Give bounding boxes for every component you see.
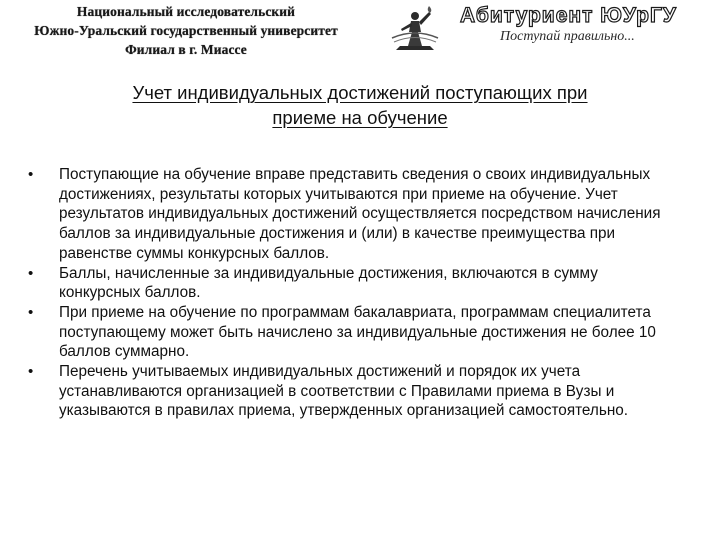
- title-line: Учет индивидуальных достижений поступающих при: [132, 82, 588, 103]
- bullet-list: [28, 165, 668, 421]
- university-line: Национальный исследовательский: [76, 4, 296, 19]
- bullet-icon: •: [28, 166, 34, 183]
- abiturient-title: Абитуриент ЮУрГУ: [460, 4, 677, 27]
- abiturient-slogan: Поступай правильно...: [500, 29, 635, 44]
- bullet-text: При приеме на обучение по программам бакалавриата, программам специалитета поступающему может быть начислено за индивидуальные достижения не более 10 баллов суммарно.: [59, 303, 656, 361]
- list-item: [28, 303, 668, 362]
- list-item: [28, 264, 668, 303]
- university-line: Южно-Уральский государственный университет: [34, 23, 338, 38]
- bullet-icon: •: [28, 363, 34, 381]
- bullet-text: Баллы, начисленные за индивидуальные достижения, включаются в сумму конкурсных баллов.: [59, 264, 598, 302]
- university-line: Филиал в г. Миассе: [125, 42, 247, 57]
- university-name: [6, 2, 366, 59]
- page-title: [0, 80, 720, 130]
- list-item: [28, 362, 668, 421]
- title-line: приеме на обучение: [272, 107, 448, 128]
- bullet-text: Поступающие на обучение вправе представить сведения о своих индивидуальных достижениях, результаты которых учитываются при приеме на обучение. Учет результатов индивидуальных достижений осуществляется посредством начисления баллов за индивидуальные достижения и (или) в качестве преимущества при равенстве суммы конкурсных баллов.: [59, 166, 661, 262]
- header: [0, 0, 720, 64]
- list-item: [28, 165, 668, 264]
- bullet-icon: •: [28, 303, 34, 321]
- abiturient-logo: [460, 4, 715, 46]
- bullet-text: Перечень учитываемых индивидуальных достижений и порядок их учета устанавливаются организацией в соответствии с Правилами приема в Вузы и указываются в правилах приема, утвержденных организацией самостоятельно.: [59, 363, 629, 420]
- university-emblem-icon: [388, 2, 442, 56]
- bullet-icon: •: [28, 264, 34, 282]
